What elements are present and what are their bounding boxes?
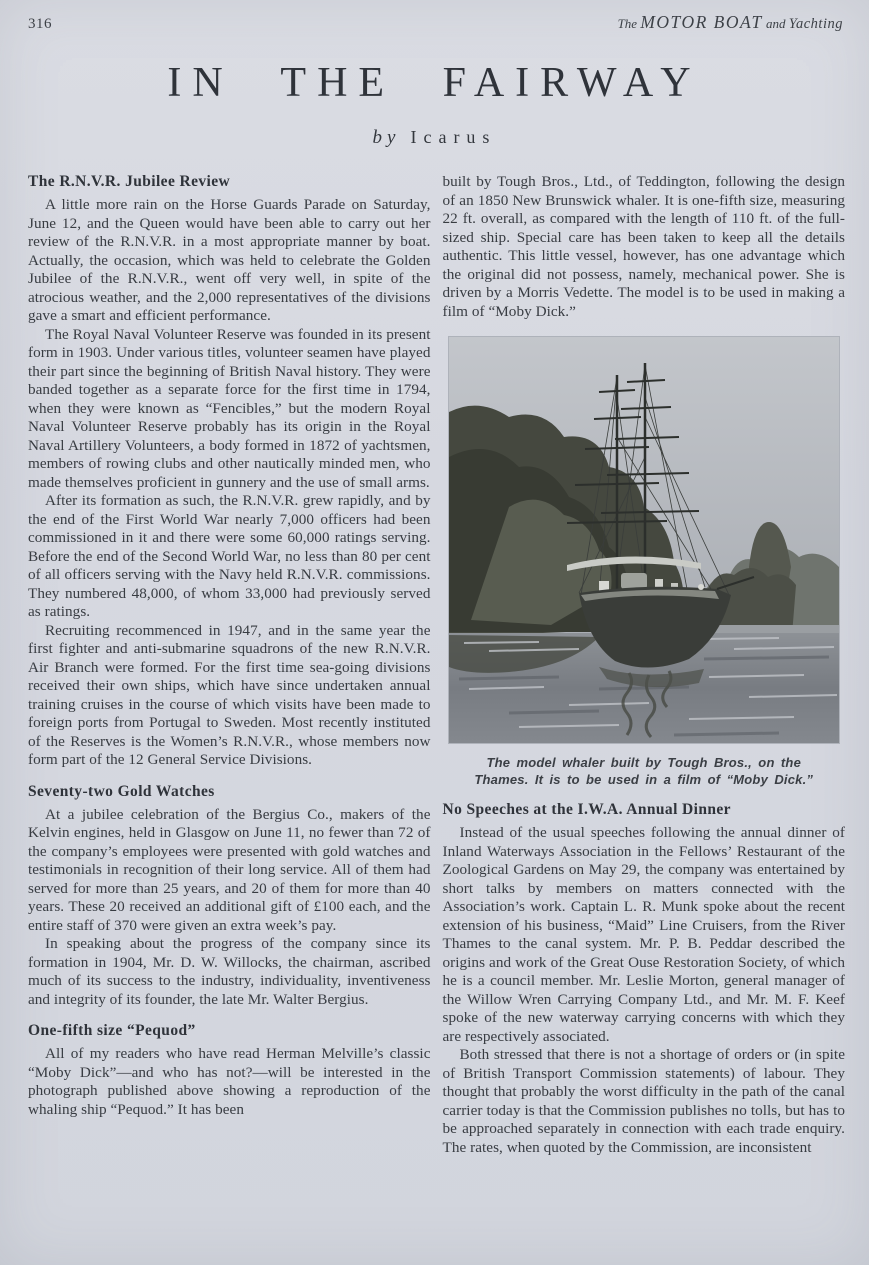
left-column bbox=[28, 173, 431, 1157]
paragraph: After its formation as such, the R.N.V.R. grew rapidly, and by the end of the First World War nearly 7,000 officers had been commissioned in it and there were some 60,000 ratings serving. Before the end of the Second World War, no less than 80 per cent of all officers serving with the Navy held R.N.V.R. commissions. They numbered 48,000, of whom 33,000 had previously served as ratings. bbox=[28, 492, 431, 620]
masthead-yachting: Yachting bbox=[788, 16, 843, 32]
right-column bbox=[443, 173, 846, 1157]
byline-author: Icarus bbox=[410, 127, 497, 147]
whaler-photo-illustration bbox=[449, 337, 839, 743]
byline-by: by bbox=[372, 127, 401, 148]
article-columns bbox=[0, 173, 869, 1157]
paragraph: The Royal Naval Volunteer Reserve was founded in its present form in 1903. Under various titles, volunteer seamen have played their part since the beginning of British Naval history. They were banded together as a separate force for the first time in 1794, when they were known as “Fencibles,” but the modern Royal Naval Volunteer Reserve probably has its origin in the Royal Naval Artillery Volunteers, a body formed in 1872 of yachtsmen, members of rowing clubs and other nautically minded men, who made themselves proficient in gunnery and the use of small arms. bbox=[28, 325, 431, 491]
paragraph: Instead of the usual speeches following the annual dinner of Inland Waterways Association in the Fellows’ Restaurant of the Zoological Gardens on May 29, the company was entertained by short talks by members on matters connected with the Association’s work. Captain L. R. Munk spoke about the recent extension of his business, “Maid” Line Cruisers, from the River Thames to the canal system. Mr. P. B. Peddar described the origins and work of the Great Ouse Restoration Society, of which he is a council member. Mr. Leslie Morton, general manager of the Willow Wren Carrying Company Ltd., and Mr. M. F. Keef spoke of the new waterway carrying concerns with which they are respectively associated. bbox=[442, 824, 845, 1045]
heading-iwa-dinner: No Speeches at the I.W.A. Annual Dinner bbox=[442, 801, 731, 818]
paragraph: A little more rain on the Horse Guards Parade on Saturday, June 12, and the Queen would have been able to carry out her review of the R.N.V.R. in a most appropriate manner by boat. Actually, the occasion, which was held to celebrate the Golden Jubilee of the R.N.V.R., went off very well, in spite of the atrocious weather, and the 2,000 representatives of the divisions gave a smart and efficient performance. bbox=[28, 196, 431, 324]
article-title: IN THE FAIRWAY bbox=[167, 60, 702, 106]
masthead-title: MOTOR BOAT bbox=[640, 12, 763, 32]
masthead-the: The bbox=[617, 16, 641, 31]
paragraph: Both stressed that there is not a shortage of orders or (in spite of British Transport Commission statements) of labour. They thought that probably the worst difficulty in the path of the canal carrier today is that the Commission publishes no tolls, but has to be approached separately in connection with each trade enquiry. The rates, when quoted by the Commission, are inconsistent bbox=[442, 1046, 845, 1156]
paragraph: All of my readers who have read Herman Melville’s classic “Moby Dick”—and who has not?—will be interested in the photograph published above showing a reproduction of the whaling ship “Pequod.” It has been bbox=[28, 1045, 431, 1118]
masthead-and: and bbox=[762, 16, 789, 31]
magazine-masthead bbox=[618, 12, 843, 33]
model-whaler-photo bbox=[449, 337, 839, 788]
running-head bbox=[0, 0, 869, 33]
paragraph: In speaking about the progress of the company since its formation in 1904, Mr. D. W. Willocks, the chairman, ascribed much of its success to the industry, individuality, inventiveness and integrity of its founder, the late Mr. Walter Bergius. bbox=[28, 935, 431, 1008]
paragraph-continuation: built by Tough Bros., Ltd., of Teddington, following the design of an 1850 New Brunswick whaler. It is one-fifth size, measuring 22 ft. overall, as compared with the length of 110 ft. of the full-sized ship. Special care has been taken to keep all the details authentic. This little vessel, however, has one advantage which the original did not possess, namely, mechanical power. She is driven by a Morris Vedette. The model is to be used in making a film of “Moby Dick.” bbox=[442, 173, 845, 320]
paragraph: Recruiting recommenced in 1947, and in the same year the first fighter and anti-submarine squadrons of the new R.N.V.R. Air Branch were formed. For the first time sea-going divisions received their own ships, which have since undertaken annual training cruises in the course of which visits have been made to foreign ports from Portugal to Sweden. Most recently instituted of the Reserves is the Women’s R.N.V.R., whose members now form part of the 12 General Service Divisions. bbox=[28, 621, 431, 768]
page-number: 316 bbox=[28, 16, 52, 32]
heading-gold-watches: Seventy-two Gold Watches bbox=[28, 782, 215, 800]
heading-rnvr-jubilee: The R.N.V.R. Jubilee Review bbox=[28, 173, 231, 190]
photo-caption: The model whaler built by Tough Bros., on the Thames. It is to be used in a film of “Moby Dick.” bbox=[474, 755, 814, 787]
byline bbox=[0, 127, 869, 149]
heading-pequod: One-fifth size “Pequod” bbox=[28, 1022, 196, 1039]
paragraph: At a jubilee celebration of the Bergius Co., makers of the Kelvin engines, held in Glasgow on June 11, no fewer than 72 of the company’s employees were presented with gold watches and testimonials in recognition of their long service. All of them had served for more than 25 years, and 20 of them for more than 40 years. These 20 received an additional gift of £100 each, and the entire staff of 370 were given an extra week’s pay. bbox=[28, 805, 431, 934]
photo-image bbox=[449, 337, 839, 743]
